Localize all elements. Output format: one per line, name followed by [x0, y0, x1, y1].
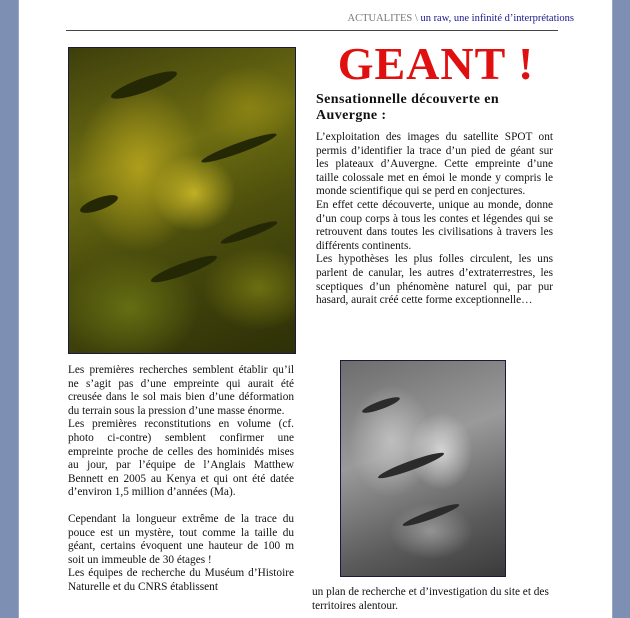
header-subtitle: un raw, une infinité d’interprétations [420, 13, 574, 24]
article-title: GEANT ! [337, 38, 535, 89]
paragraph: L’exploitation des images du satellite SPOT ont permis d’identifier la trace d’un pied de géant sur les plateaux d’Auvergne. Cette empreinte d’une taille colossale met en émoi le monde y compris le monde scientifique qui se perd en conjectures. [316, 131, 553, 198]
right-column [316, 131, 553, 308]
page-header [89, 13, 574, 24]
header-separator: \ [414, 13, 418, 24]
left-column [68, 364, 294, 595]
article-subtitle: Sensationnelle découverte en Auvergne : [316, 92, 500, 123]
paragraph: Les premières reconstitutions en volume (cf. photo ci-contre) semblent confirmer une empreinte proche de celles des hominidés mises au jour, par l’équipe de l’Anglais Matthew Bennett en 2005 au Kenya et qui ont été datée d’environ 1,5 million d’années (Ma). [68, 418, 294, 499]
continuation-text: un plan de recherche et d’investigation du site et des territoires alentour. [312, 586, 549, 612]
satellite-photo [68, 47, 296, 354]
paragraph: Les équipes de recherche du Muséum d’Histoire Naturelle et du CNRS établissent [68, 567, 294, 593]
paragraph: En effet cette découverte, unique au monde, donne d’un coup corps à tous les contes et légendes qui se retrouvent dans toutes les civilisations à travers les différents continents. [316, 198, 553, 252]
header-rule [66, 30, 558, 31]
paragraph: Les premières recherches semblent établir qu’il ne s’agit pas d’une empreinte qui aurait été creusée dans le sol mais bien d’une déformation du terrain sous la pression d’une masse énorme. [68, 364, 294, 417]
relief-reconstruction-photo [340, 360, 506, 577]
header-section: ACTUALITES [347, 13, 413, 24]
paragraph: Les hypothèses les plus folles circulent, les uns parlent de canular, les autres d’extraterrestres, les sceptiques d’un phénomène naturel qui, par pur hasard, aurait créé cette forme exceptionnelle… [316, 253, 553, 307]
paragraph: Cependant la longueur extrême de la trace du pouce est un mystère, tout comme la taille du géant, certains évoquent une hauteur de 100 m soit un immeuble de 30 étages ! [68, 512, 294, 566]
